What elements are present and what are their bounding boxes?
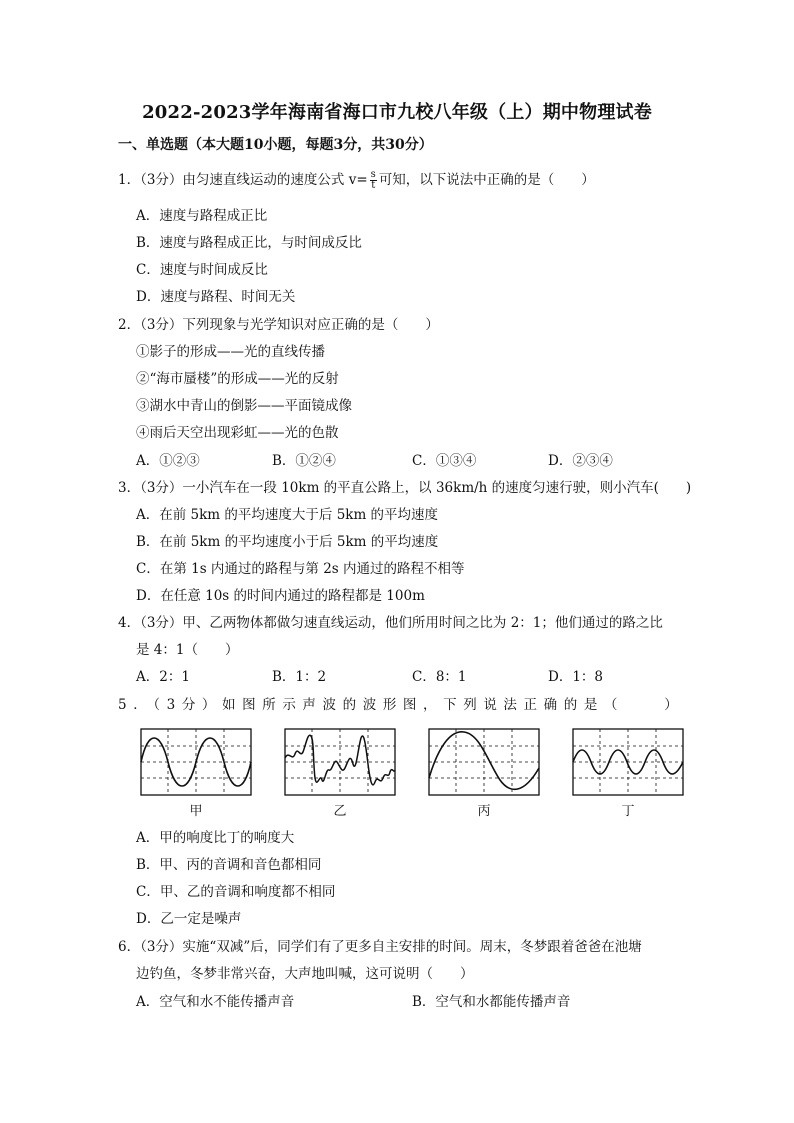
q2-statement-4: ④雨后天空出现彩虹——光的色散 (136, 425, 339, 441)
waveform-label-bing: 丙 (477, 804, 491, 819)
q2-statement-2: ②“海市蜃楼”的形成——光的反射 (136, 371, 339, 387)
q5-option-c: C．甲、乙的音调和响度都不相同 (136, 884, 336, 900)
question-1-stem-part-b: 可知，以下说法中正确的是（ ） (378, 172, 595, 188)
waveform-jia (140, 728, 252, 796)
question-2-stem: 2．（3分）下列现象与光学知识对应正确的是（ ） (118, 317, 439, 333)
q5-option-d: D．乙一定是噪声 (136, 911, 242, 927)
question-3-stem: 3．（3分）一小汽车在一段 10km 的平直公路上，以 36km/h 的速度匀速行驶，则小汽车( ) (118, 480, 692, 496)
waveform-label-jia: 甲 (189, 804, 203, 819)
q1-option-c: C．速度与时间成反比 (136, 262, 268, 278)
velocity-fraction (370, 170, 377, 191)
q4-option-c: C．8：1 (412, 669, 467, 685)
q3-option-b: B．在前 5km 的平均速度小于后 5km 的平均速度 (136, 534, 439, 550)
fraction-denominator: t (371, 180, 376, 191)
question-5-stem: 5．（3分）如图所示声波的波形图，下列说法正确的是（ ） (118, 697, 685, 713)
waveform-bing (428, 728, 540, 796)
q3-option-a: A．在前 5km 的平均速度大于后 5km 的平均速度 (136, 507, 439, 523)
q1-option-a: A．速度与路程成正比 (136, 208, 268, 224)
q1-option-d: D．速度与路程、时间无关 (136, 289, 296, 305)
q3-option-c: C．在第 1s 内通过的路程与第 2s 内通过的路程不相等 (136, 561, 465, 577)
q4-option-a: A．2：1 (136, 669, 190, 685)
q1-option-b: B．速度与路程成正比，与时间成反比 (136, 235, 362, 251)
q6-option-a: A．空气和水不能传播声音 (136, 994, 295, 1010)
waveform-label-yi: 乙 (333, 804, 347, 819)
waveform-label-ding: 丁 (621, 804, 635, 819)
q4-option-b: B．1：2 (272, 669, 327, 685)
question-1-stem (118, 170, 595, 191)
q3-option-d: D．在任意 10s 的时间内通过的路程都是 100m (136, 588, 425, 604)
q4-option-d: D．1：8 (548, 669, 604, 685)
question-6-stem-line-1: 6．（3分）实施“双减”后，同学们有了更多自主安排的时间。周末，冬梦跟着爸爸在池塘 (118, 939, 642, 955)
q5-option-b: B．甲、丙的音调和音色都相同 (136, 857, 322, 873)
q2-option-a: A．①②③ (136, 453, 200, 469)
fraction-numerator: s (370, 169, 376, 180)
question-4-stem-line-2: 是 4：1（ ） (136, 642, 239, 658)
question-4-stem-line-1: 4．（3分）甲、乙两物体都做匀速直线运动，他们所用时间之比为 2：1；他们通过的路之比 (118, 615, 663, 631)
q2-option-c: C．①③④ (412, 453, 477, 469)
q6-option-b: B．空气和水都能传播声音 (412, 994, 571, 1010)
q5-option-a: A．甲的响度比丁的响度大 (136, 830, 295, 846)
question-6-stem-line-2: 边钓鱼，冬梦非常兴奋，大声地叫喊，这可说明（ ） (136, 966, 474, 982)
q2-statement-1: ①影子的形成——光的直线传播 (136, 344, 325, 360)
exam-title: 2022-2023学年海南省海口市九校八年级（上）期中物理试卷 (142, 102, 652, 123)
q2-statement-3: ③湖水中青山的倒影——平面镜成像 (136, 398, 352, 414)
q2-option-d: D．②③④ (548, 453, 613, 469)
waveform-yi (284, 728, 396, 796)
q2-option-b: B．①②④ (272, 453, 336, 469)
waveform-ding (572, 728, 684, 796)
question-1-stem-part-a: 1．（3分）由匀速直线运动的速度公式 v= (118, 172, 368, 188)
section-heading: 一、单选题（本大题10小题，每题3分，共30分） (118, 137, 433, 153)
